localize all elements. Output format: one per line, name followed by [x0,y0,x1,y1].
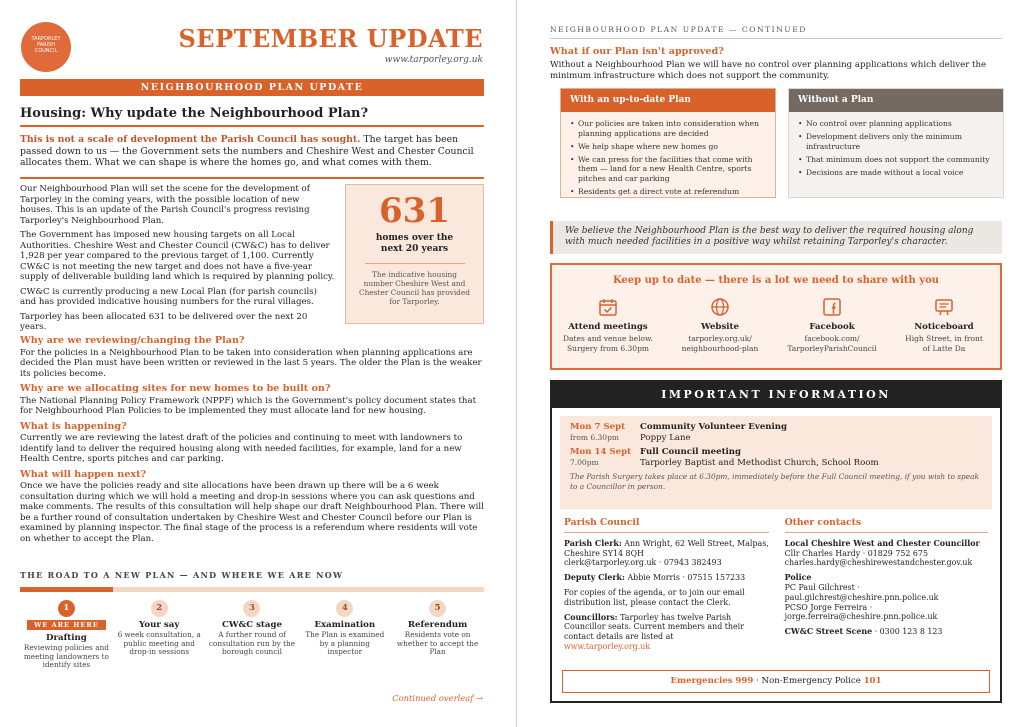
emergency-label: Emergencies [670,676,733,686]
councillors-text: Tarporley has twelve Parish Councillor seats. Current members and their contact details are listed at [564,612,744,642]
question-heading: What if our Plan isn't approved? [550,46,724,57]
parish-clerk-address: Ann Wright, 62 Well Street, Malpas, Cheshire SY14 8QH [564,538,769,558]
without-plan-item: • No control over planning applications [798,119,995,129]
parish-clerk [564,539,769,568]
parish-clerk-contact[interactable]: clerk@tarporley.org.uk · 07943 382493 [564,558,722,568]
belief-quote: We believe the Neighbourhood Plan is the best way to deliver the required housing along with much needed facilities in a positive way whilst retaining Tarporley's character. [550,221,1002,254]
emergency-number: 999 [735,676,754,686]
page-title: SEPTEMBER UPDATE [178,24,483,53]
section-text: The National Planning Policy Framework (NPPF) which is the Government's policy document states that for Neighbourhood Plan Policies to be implemented they must allocate land for new housing. [20,395,477,416]
keep-line: tarporley.org.uk/ [688,334,752,343]
stat-box [345,184,484,324]
facebook-icon [776,296,888,318]
road-heading: THE ROAD TO A NEW PLAN — AND WHERE WE ARE NOW [20,570,344,580]
section-heading: What is happening? [20,420,127,432]
without-plan-item: • Decisions are made without a local voice [798,168,995,178]
street-scene [785,627,988,637]
deputy-clerk [564,573,769,583]
we-are-here-badge: WE ARE HERE [27,620,106,630]
emergency-separator: · [753,676,762,686]
keep-line: TarporleyParishCouncil [787,344,877,353]
non-emergency-number: 101 [863,676,882,686]
stat-divider [365,263,465,264]
step-title: Examination [314,620,376,630]
parish-council-logo: TARPORLEY PARISH COUNCIL [21,22,71,72]
keep-line: Dates and venue below. [563,334,653,343]
pcso-email[interactable]: jorge.ferreira@cheshire.pnn.police.uk [784,612,938,622]
keep-line: neighbourhood-plan [681,344,759,353]
section-text: For the policies in a Neighbourhood Plan to be taken into consideration when planning applications are decided the Plan must have been written or reviewed in the last 5 years. The older the Plan is the weaker its policies become. [20,347,482,379]
website-url[interactable]: www.tarporley.org.uk [384,55,483,65]
cwac-councillor [785,539,988,568]
cwac-name: Cllr Charles Hardy · 01829 752 675 [784,548,928,558]
councillors [564,613,769,652]
left-page [0,0,507,727]
keep-title: Facebook [809,322,855,332]
parish-clerk-label: Parish Clerk: [564,538,622,548]
event-name: Full Council meeting [640,447,742,457]
step-drafting [20,598,113,670]
step-cwc-stage [206,598,299,670]
contacts-heading: Parish Council [564,518,769,533]
non-emergency-label: Non-Emergency Police [761,676,861,686]
keep-line: facebook.com/ [804,334,860,343]
parish-council-contacts [564,518,769,657]
continued-overleaf: Continued overleaf → [392,693,483,703]
event-place: Poppy Lane [640,432,691,443]
keep-heading: Keep up to date — there is a lot we need to share with you [612,275,940,286]
header-rule [550,38,1002,39]
with-plan-item: • We help shape where new homes go [570,142,767,152]
councillors-label: Councillors: [564,612,618,622]
events-list [560,416,992,509]
other-contacts [785,518,988,657]
deputy-clerk-label: Deputy Clerk: [564,573,625,583]
stat-note: The indicative housing number Cheshire West and Chester Council has provided for Tarporley. [358,270,471,306]
with-plan-item: • We can press for the facilities that come with them — land for a new Health Centre, sports pitches and car parking [570,155,767,184]
police-label: Police [784,573,812,583]
step-title: Referendum [407,620,468,630]
step-number: 2 [151,600,168,617]
without-plan-box [788,88,1004,198]
body-paragraph: The Government has imposed new housing targets on all Local Authorities. Cheshire West and Chester Council (CW&C) has to deliver 1,928 per year compared to the previous target of 1,100. Currently CW&C is not meeting the new target and does not have a five-year supply of deliverable building land which is required by planning policy. [20,230,335,282]
contacts [552,518,1000,657]
parish-website-link[interactable]: www.tarporley.org.uk [564,641,651,651]
contacts-heading: Other contacts [785,518,988,533]
event-note: The Parish Surgery takes place at 6.30pm, immediately before the Full Council meeting, if you wish to speak to a Councillor in person. [570,472,980,491]
step-desc: Residents vote on whether to accept the Plan [396,630,479,657]
section-text: Currently we are reviewing the latest draft of the policies and continuing to meet with landowners to identify land to deliver the required housing along with needed facilities, for example, land for a new Health Centre, sports pitches and car parking. [20,433,463,464]
section-heading: Why are we allocating sites for new homes to be built on? [20,383,331,394]
stat-number: 631 [379,191,450,231]
deputy-clerk-contact: Abbie Morris · 07515 157233 [624,573,746,583]
event-time: from 6.30pm [570,432,619,442]
important-information-box [550,380,1002,703]
continued-header: NEIGHBOURHOOD PLAN UPDATE — CONTINUED [550,25,807,34]
step-desc: A further round of consultation run by the borough council [208,630,296,657]
police-contacts [785,573,988,622]
step-your-say [113,598,206,670]
calendar-icon [552,296,664,318]
noticeboard-icon [888,296,1000,318]
pc-email[interactable]: paul.gilchrest@cheshire.pnn.police.uk [784,592,939,602]
right-page [528,0,1035,727]
pcso-name: PCSO Jorge Ferreira · [784,602,873,612]
event-place: Tarporley Baptist and Methodist Church, School Room [640,457,879,468]
step-number: 4 [336,600,353,617]
event-time: 7.00pm [570,457,599,467]
step-desc: 6 week consultation, a public meeting and drop-in sessions [117,630,201,657]
intro-rule [20,177,484,179]
section-heading: What will happen next? [20,468,147,480]
intro-bold: This is not a scale of development the Parish Council has sought. [20,134,361,145]
step-number: 5 [429,600,446,617]
keep-line: Surgery from 6.30pm [567,344,649,353]
section-band: NEIGHBOURHOOD PLAN UPDATE [20,79,484,96]
intro-text [20,134,484,169]
housing-heading: Housing: Why update the Neighbourhood Plan? [20,106,369,121]
page-divider [516,0,517,727]
globe-icon [664,296,776,318]
event-item [570,422,982,443]
pc-name: PC Paul Gilchrest · [784,582,860,592]
faq-sections [20,336,484,544]
step-examination [298,598,391,670]
cwac-label: Local Cheshire West and Chester Councillor [784,538,980,548]
street-label: CW&C Street Scene [784,627,873,637]
section-heading: Why are we reviewing/changing the Plan? [20,335,245,346]
keep-line: High Street, in front [905,334,983,343]
without-plan-title: Without a Plan [789,89,1003,112]
with-plan-item: • Residents get a direct vote at referendum [570,187,767,197]
body-text [20,184,335,337]
with-plan-box [560,88,776,198]
step-title: Drafting [46,633,87,643]
body-paragraph: CW&C is currently producing a new Local Plan (for parish councils) and has provided indicative housing numbers for the rural villages. [20,286,317,307]
keep-line: of Latte Da [922,344,966,353]
agenda-copies: For copies of the agenda, or to join our email distribution list, please contact the Clerk. [564,587,745,607]
step-desc: Reviewing policies and meeting landowners to identify sites [23,643,109,670]
step-number: 1 [58,600,75,617]
body-paragraph: Our Neighbourhood Plan will set the scene for the development of Tarporley in the coming years, with the possible location of new houses. This is an update of the Parish Council's progress revising Tarporley's Neighbourhood Plan. [20,184,310,226]
event-date: Mon 14 Sept [570,447,632,457]
with-plan-title: With an up-to-date Plan [561,89,775,112]
question-text: Without a Neighbourhood Plan we will have no control over planning applications which deliver the minimum infrastructure which does not support the community. [550,60,987,81]
with-plan-item: • Our policies are taken into consideration when planning applications are decided [570,119,767,138]
without-plan-item: • Development delivers only the minimum infrastructure [798,132,995,151]
section-text: Once we have the policies ready and site allocations have been drawn up there will be a 6 week consultation during which we will hold a meeting and drop-in sessions where you can ask questions and make comments. The results of this consultation will help shape our draft Neighbourhood Plan. There will be a further round of consultation undertaken by Cheshire West and Chester Council before our Plan is examined by planning inspector. The final stage of the process is a referendum where residents will vote on whether to accept the Plan. [20,481,484,544]
step-referendum [391,598,484,670]
cwac-email[interactable]: charles.hardy@cheshirewestandchester.gov.uk [784,558,973,568]
without-plan-item: • That minimum does not support the community [798,155,995,165]
event-name: Community Volunteer Evening [640,422,788,432]
progress-fill [20,587,113,592]
heading-rule [20,125,484,127]
important-heading: IMPORTANT INFORMATION [552,382,1000,408]
step-desc: The Plan is examined by a planning inspector [305,630,385,657]
event-item [570,447,982,468]
step-number: 3 [243,600,260,617]
keep-item-meetings [552,296,664,354]
body-paragraph: Tarporley has been allocated 631 to be delivered over the next 20 years. [20,311,308,332]
emergency-numbers [562,670,990,693]
step-title: Your say [139,620,180,630]
step-title: CW&C stage [222,620,282,630]
street-phone: · 0300 123 8 123 [872,627,943,637]
keep-item-website[interactable] [664,296,776,354]
event-date: Mon 7 Sept [570,422,626,432]
intro-rest: The target has been passed down to us — the Government sets the numbers and Cheshire West and Chester Council allocates them. What we can shape is where the homes go, and what comes with them. [20,134,474,168]
keep-title: Website [701,322,739,332]
plan-steps [20,598,484,670]
keep-title: Attend meetings [568,322,648,332]
keep-item-facebook[interactable] [776,296,888,354]
keep-up-to-date-box [550,263,1002,370]
stat-label: homes over the next 20 years [375,233,454,254]
keep-item-noticeboard [888,296,1000,354]
keep-title: Noticeboard [914,322,974,332]
